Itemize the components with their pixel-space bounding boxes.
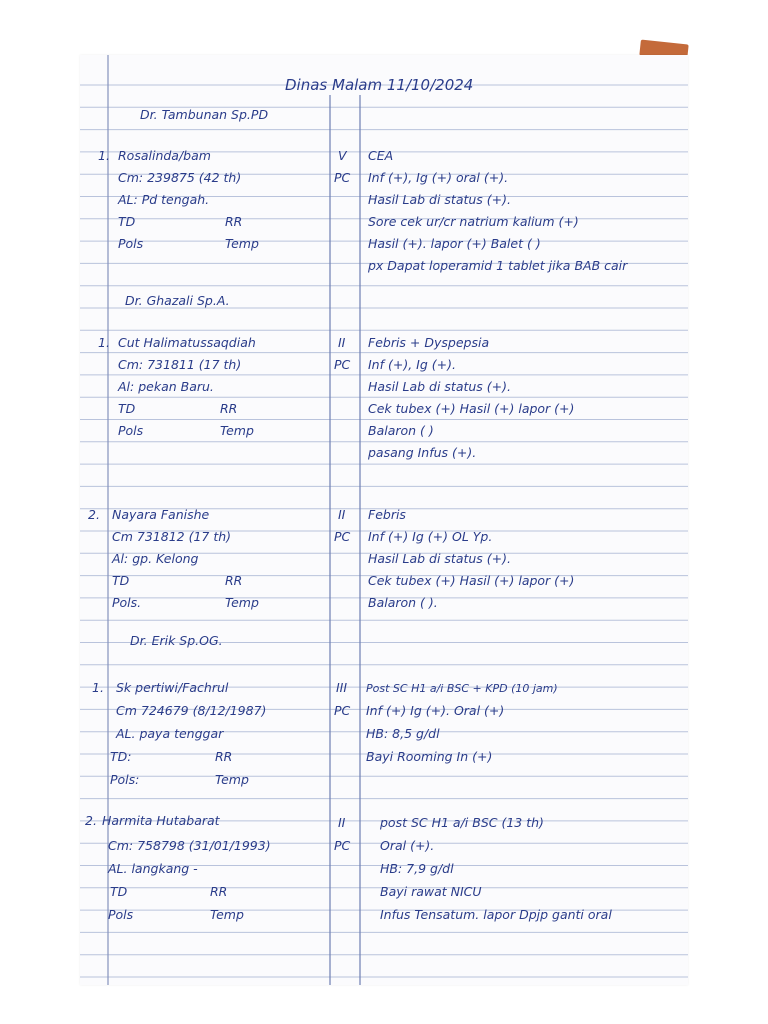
td-label: TD bbox=[110, 884, 128, 899]
patient-name: Harmita Hutabarat bbox=[102, 813, 220, 828]
diagnosis: Febris + Dyspepsia bbox=[368, 335, 490, 350]
note-line: Inf (+) Ig (+). Oral (+) bbox=[366, 703, 505, 718]
td-label: TD bbox=[112, 573, 130, 588]
diagnosis: Post SC H1 a/i BSC + KPD (10 jam) bbox=[366, 682, 558, 695]
note-line: Oral (+). bbox=[380, 838, 435, 853]
page-title: Dinas Malam 11/10/2024 bbox=[285, 76, 474, 94]
patient-address: AL: Pd tengah. bbox=[118, 192, 210, 207]
patient-address: AL. langkang - bbox=[108, 861, 198, 876]
patient-address: AL. paya tenggar bbox=[116, 726, 224, 741]
pols-label: Pols bbox=[118, 423, 144, 438]
note-line: Sore cek ur/cr natrium kalium (+) bbox=[368, 214, 579, 229]
note-line: Inf (+) Ig (+) OL Yp. bbox=[368, 529, 493, 544]
temp-label: Temp bbox=[210, 907, 244, 922]
note-line: Infus Tensatum. lapor Dpjp ganti oral bbox=[380, 907, 612, 922]
patient-rm: Cm: 758798 (31/01/1993) bbox=[108, 838, 271, 853]
patient-number: 1. bbox=[98, 335, 110, 350]
diagnosis: Febris bbox=[368, 507, 406, 522]
patient-address: Al: pekan Baru. bbox=[118, 379, 214, 394]
temp-label: Temp bbox=[225, 236, 259, 251]
note-line: Bayi rawat NICU bbox=[380, 884, 482, 899]
notebook-page bbox=[80, 55, 688, 985]
note-line: Hasil Lab di status (+). bbox=[368, 192, 511, 207]
patient-address: Al: gp. Kelong bbox=[112, 551, 199, 566]
doctor-name-2: Dr. Ghazali Sp.A. bbox=[125, 293, 230, 308]
patient-number: 2. bbox=[85, 813, 97, 828]
pc-mark: PC bbox=[334, 703, 351, 718]
temp-label: Temp bbox=[220, 423, 254, 438]
td-label: TD bbox=[118, 214, 136, 229]
note-line: Hasil Lab di status (+). bbox=[368, 379, 511, 394]
roman-numeral-mark: V bbox=[338, 148, 347, 163]
patient-rm: Cm: 239875 (42 th) bbox=[118, 170, 242, 185]
note-line: Inf (+), Ig (+) oral (+). bbox=[368, 170, 509, 185]
note-line: Hasil (+). lapor (+) Balet ( ) bbox=[368, 236, 541, 251]
rr-label: RR bbox=[210, 884, 228, 899]
note-line: Balaron ( ). bbox=[368, 595, 438, 610]
note-line: Inf (+), Ig (+). bbox=[368, 357, 456, 372]
pc-mark: PC bbox=[334, 170, 351, 185]
td-label: TD: bbox=[110, 749, 132, 764]
note-line: HB: 8,5 g/dl bbox=[366, 726, 440, 741]
rr-label: RR bbox=[220, 401, 238, 416]
pc-mark: PC bbox=[334, 357, 351, 372]
rr-label: RR bbox=[225, 573, 243, 588]
note-line: px Dapat loperamid 1 tablet jika BAB cair bbox=[368, 258, 628, 273]
rr-label: RR bbox=[215, 749, 233, 764]
dx-code: II bbox=[338, 507, 346, 522]
patient-number: 1. bbox=[92, 680, 104, 695]
diagnosis: CEA bbox=[368, 148, 394, 163]
pols-label: Pols bbox=[118, 236, 144, 251]
pols-label: Pols bbox=[108, 907, 134, 922]
patient-name: Rosalinda/bam bbox=[118, 148, 211, 163]
pc-mark: PC bbox=[334, 529, 351, 544]
note-line: pasang Infus (+). bbox=[368, 445, 477, 460]
pols-label: Pols. bbox=[112, 595, 142, 610]
note-line: Hasil Lab di status (+). bbox=[368, 551, 511, 566]
patient-name: Nayara Fanishe bbox=[112, 507, 210, 522]
pc-mark: PC bbox=[334, 838, 351, 853]
note-line: Cek tubex (+) Hasil (+) lapor (+) bbox=[368, 573, 575, 588]
patient-number: 2. bbox=[88, 507, 100, 522]
patient-rm: Cm 731812 (17 th) bbox=[112, 529, 232, 544]
doctor-name-3: Dr. Erik Sp.OG. bbox=[130, 633, 223, 648]
td-label: TD bbox=[118, 401, 136, 416]
patient-name: Cut Halimatussaqdiah bbox=[118, 335, 256, 350]
dx-code: II bbox=[338, 335, 346, 350]
diagnosis: post SC H1 a/i BSC (13 th) bbox=[380, 815, 544, 830]
rr-label: RR bbox=[225, 214, 243, 229]
note-line: Bayi Rooming In (+) bbox=[366, 749, 493, 764]
patient-number: 1. bbox=[98, 148, 110, 163]
doctor-name-1: Dr. Tambunan Sp.PD bbox=[140, 107, 269, 122]
temp-label: Temp bbox=[215, 772, 249, 787]
patient-name: Sk pertiwi/Fachrul bbox=[116, 680, 229, 695]
pols-label: Pols: bbox=[110, 772, 140, 787]
note-line: HB: 7,9 g/dl bbox=[380, 861, 454, 876]
note-line: Balaron ( ) bbox=[368, 423, 434, 438]
note-line: Cek tubex (+) Hasil (+) lapor (+) bbox=[368, 401, 575, 416]
patient-rm: Cm: 731811 (17 th) bbox=[118, 357, 242, 372]
dx-code: II bbox=[338, 815, 346, 830]
dx-code: III bbox=[336, 680, 348, 695]
patient-rm: Cm 724679 (8/12/1987) bbox=[116, 703, 267, 718]
temp-label: Temp bbox=[225, 595, 259, 610]
